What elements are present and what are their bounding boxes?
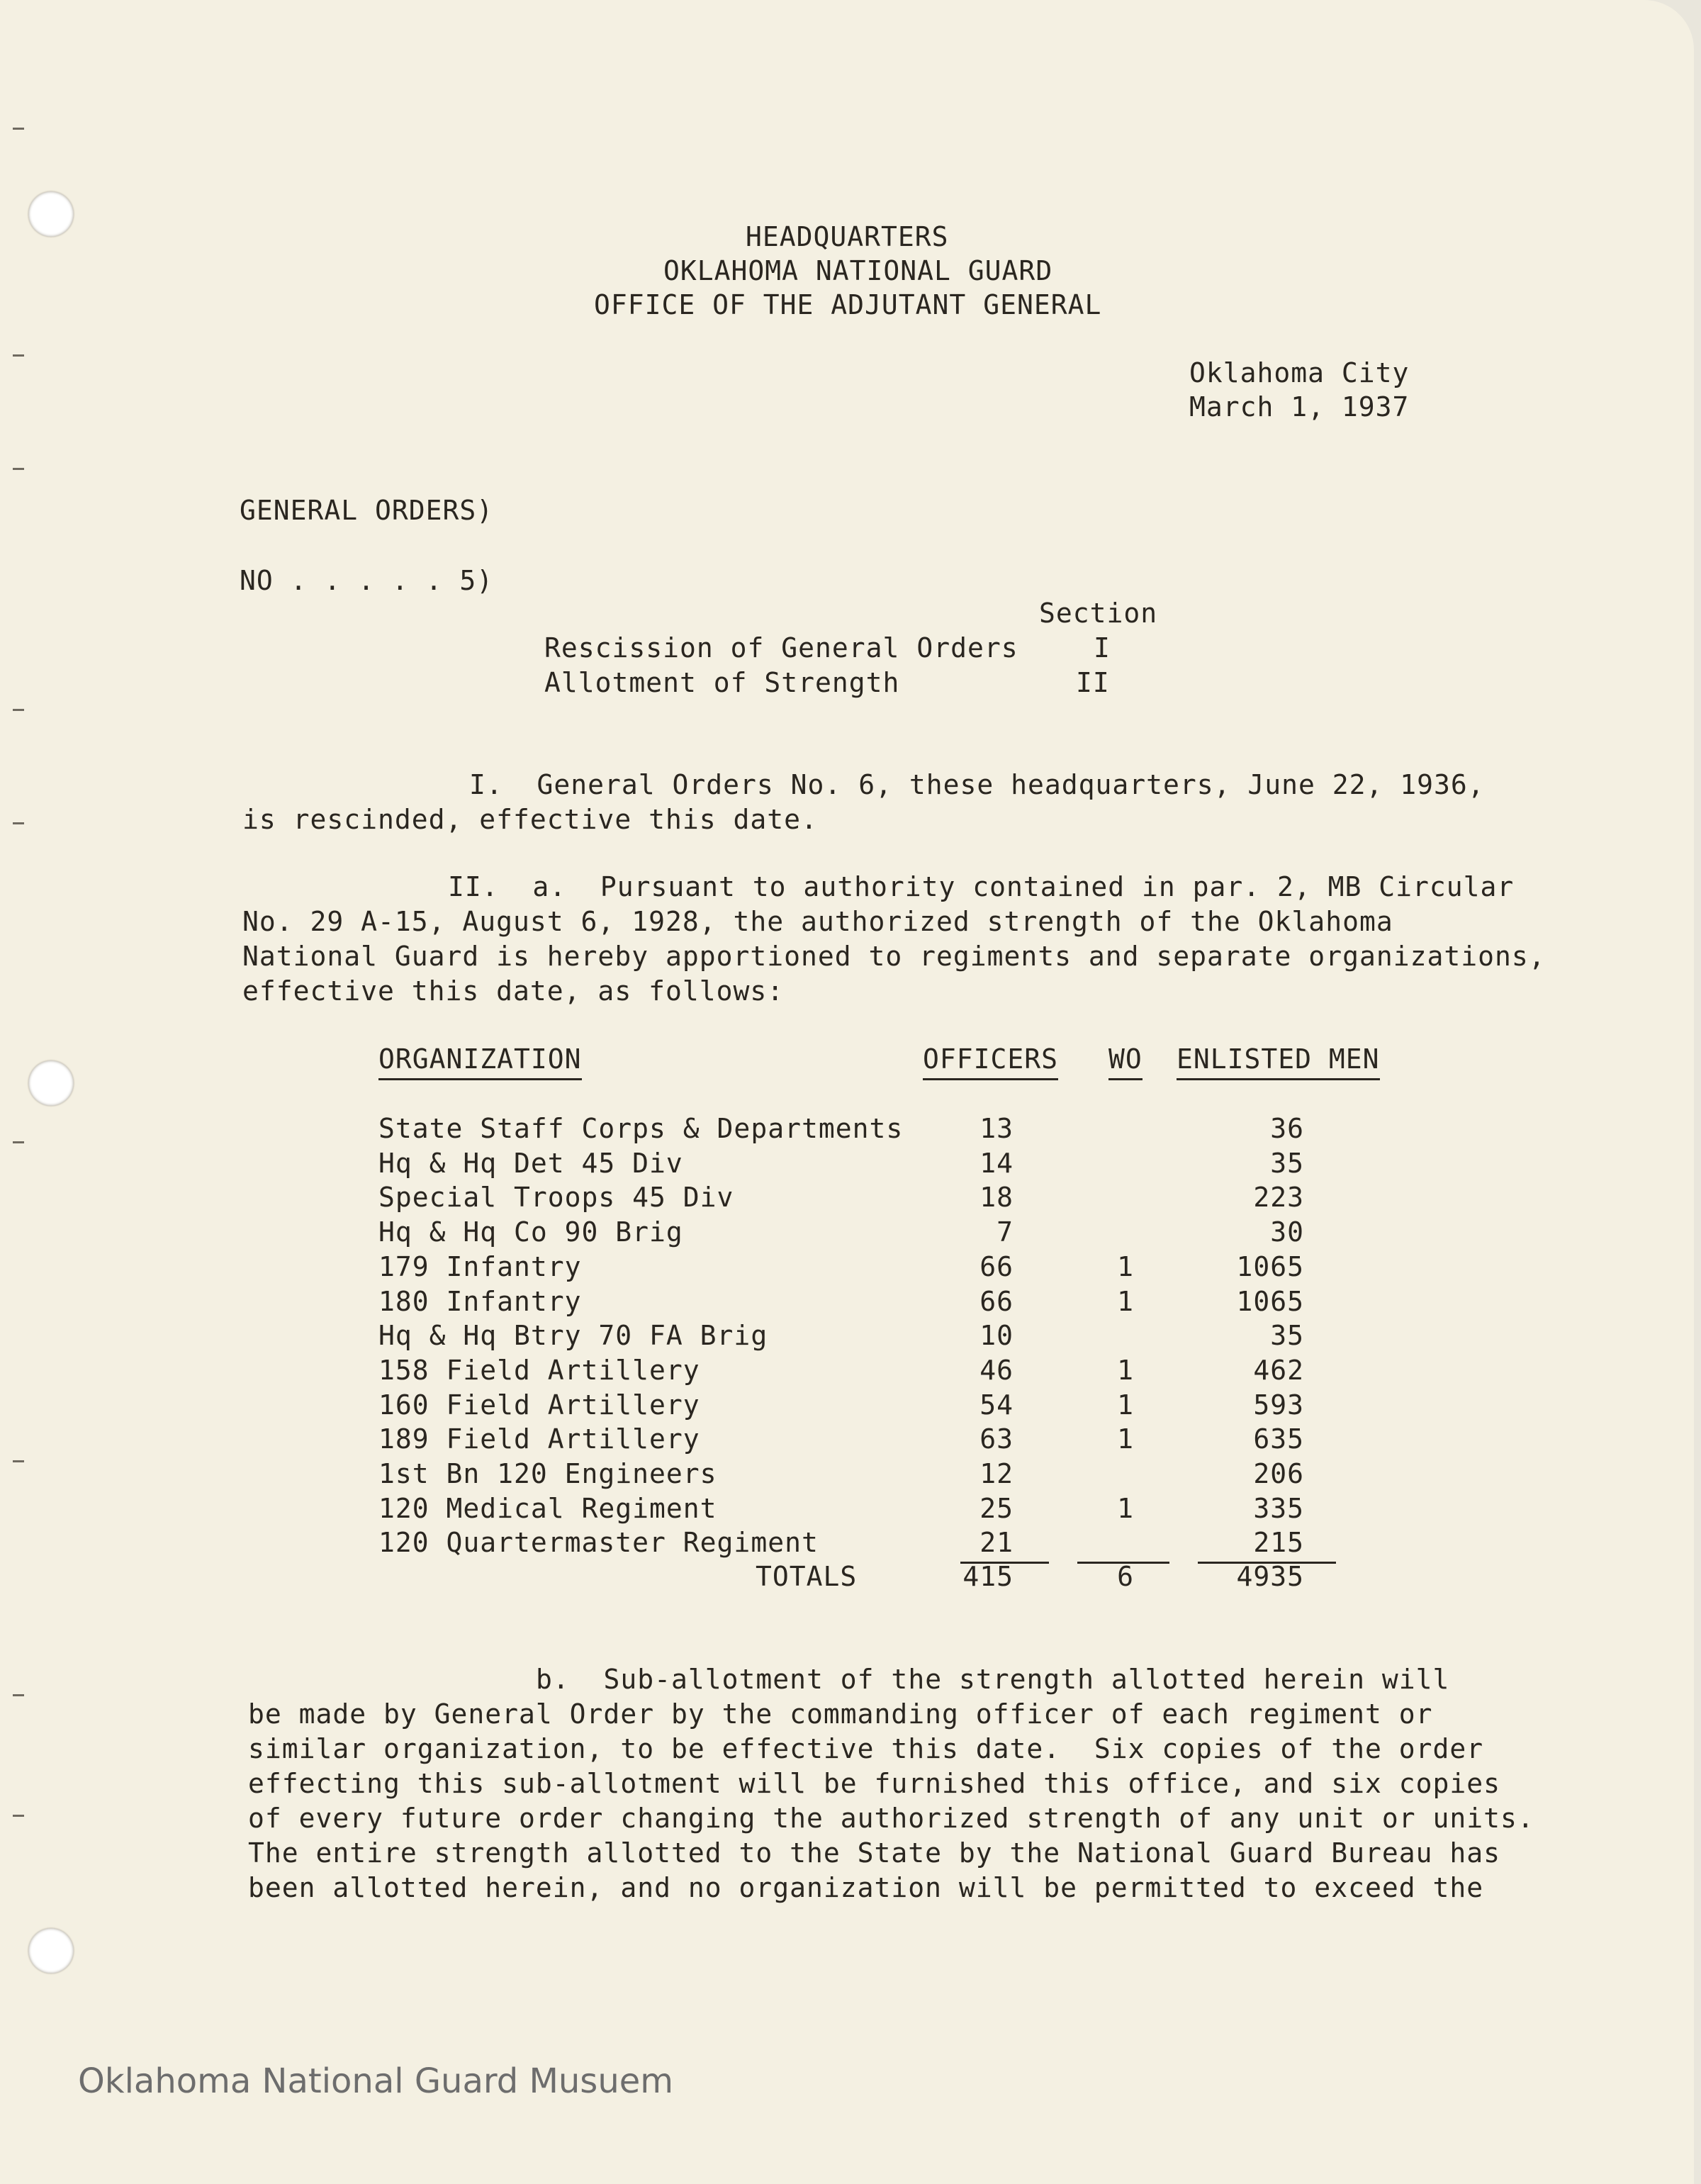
paragraph-2b-line: be made by General Order by the commanding officer of each regiment or	[248, 1698, 1433, 1730]
table-row-officers: 66	[979, 1250, 1014, 1282]
binder-hole-bottom	[28, 1928, 74, 1973]
totals-enlisted: 4935	[1236, 1561, 1304, 1592]
table-row-organization: 120 Medical Regiment	[378, 1492, 717, 1524]
table-row-enlisted: 1065	[1236, 1285, 1304, 1317]
table-row-organization: 1st Bn 120 Engineers	[378, 1458, 717, 1489]
margin-tick	[13, 1460, 24, 1462]
table-row-officers: 12	[979, 1458, 1014, 1489]
header-line-3: OFFICE OF THE ADJUTANT GENERAL	[594, 289, 1102, 320]
paragraph-2b-line: b. Sub-allotment of the strength allotted herein will	[536, 1664, 1450, 1695]
contents-item-title: Rescission of General Orders	[544, 632, 1018, 663]
table-row-wo: 1	[1117, 1250, 1134, 1282]
table-row-enlisted: 635	[1253, 1423, 1304, 1455]
table-row-wo: 1	[1117, 1354, 1134, 1386]
totals-label: TOTALS	[756, 1561, 858, 1592]
table-row-officers: 10	[979, 1320, 1014, 1352]
table-row-officers: 25	[979, 1492, 1014, 1524]
table-row-enlisted: 335	[1253, 1492, 1304, 1524]
table-row-organization: 120 Quartermaster Regiment	[378, 1527, 819, 1559]
table-row-enlisted: 30	[1270, 1216, 1304, 1248]
table-row-organization: 180 Infantry	[378, 1285, 582, 1317]
margin-tick	[13, 354, 24, 357]
totals-officers: 415	[962, 1561, 1014, 1592]
table-row-enlisted: 215	[1253, 1527, 1304, 1559]
table-row-organization: 160 Field Artillery	[378, 1389, 700, 1421]
margin-tick	[13, 709, 24, 711]
paragraph-2b-line: of every future order changing the authorized strength of any unit or units.	[248, 1803, 1534, 1834]
totals-wo: 6	[1117, 1561, 1134, 1592]
date: March 1, 1937	[1189, 391, 1410, 422]
paragraph-2b-line: The entire strength allotted to the State by the National Guard Bureau has	[248, 1837, 1500, 1869]
margin-tick	[13, 468, 24, 470]
paragraph-2a-line: National Guard is hereby apportioned to regiments and separate organizations,	[242, 941, 1546, 972]
table-row-organization: Hq & Hq Det 45 Div	[378, 1147, 683, 1179]
binder-hole-middle	[28, 1060, 74, 1106]
table-row-organization: 189 Field Artillery	[378, 1423, 700, 1455]
table-row-organization: 158 Field Artillery	[378, 1354, 700, 1386]
table-row-officers: 13	[979, 1113, 1014, 1144]
table-row-enlisted: 1065	[1236, 1250, 1304, 1282]
table-row-officers: 18	[979, 1182, 1014, 1214]
contents-item-section: II	[1076, 667, 1110, 698]
table-row-organization: 179 Infantry	[378, 1250, 582, 1282]
paragraph-1-line: is rescinded, effective this date.	[242, 804, 818, 835]
table-row-officers: 7	[997, 1216, 1014, 1248]
museum-watermark: Oklahoma National Guard Musuem	[78, 2061, 674, 2101]
paragraph-2a-line: No. 29 A-15, August 6, 1928, the authorized strength of the Oklahoma	[242, 906, 1393, 937]
table-row-organization: Hq & Hq Btry 70 FA Brig	[378, 1320, 768, 1352]
table-row-officers: 46	[979, 1354, 1014, 1386]
paragraph-1-line: I. General Orders No. 6, these headquarters, June 22, 1936,	[469, 769, 1485, 800]
header-line-2: OKLAHOMA NATIONAL GUARD	[663, 255, 1053, 286]
table-row-enlisted: 36	[1270, 1113, 1304, 1144]
paragraph-2b-line: been allotted herein, and no organization will be permitted to exceed the	[248, 1872, 1484, 1903]
table-row-officers: 66	[979, 1285, 1014, 1317]
contents-item-title: Allotment of Strength	[544, 667, 900, 698]
order-title: GENERAL ORDERS)	[240, 495, 494, 526]
paragraph-2b-line: effecting this sub-allotment will be furnished this office, and six copies	[248, 1768, 1500, 1799]
table-row-organization: Hq & Hq Co 90 Brig	[378, 1216, 683, 1248]
table-row-wo: 1	[1117, 1285, 1134, 1317]
header-line-1: HEADQUARTERS	[746, 221, 949, 252]
table-row-officers: 63	[979, 1423, 1014, 1455]
table-row-organization: Special Troops 45 Div	[378, 1182, 734, 1214]
table-row-enlisted: 35	[1270, 1320, 1304, 1352]
table-row-enlisted: 35	[1270, 1147, 1304, 1179]
margin-tick	[13, 1141, 24, 1143]
margin-tick	[13, 128, 24, 130]
paragraph-2a-line: effective this date, as follows:	[242, 975, 785, 1007]
order-number: NO . . . . . 5)	[240, 565, 494, 596]
column-header-enlisted: ENLISTED MEN	[1177, 1042, 1380, 1080]
table-row-enlisted: 206	[1253, 1458, 1304, 1489]
table-row-organization: State Staff Corps & Departments	[378, 1113, 904, 1144]
table-row-wo: 1	[1117, 1389, 1134, 1421]
margin-tick	[13, 822, 24, 824]
table-row-enlisted: 593	[1253, 1389, 1304, 1421]
table-row-wo: 1	[1117, 1492, 1134, 1524]
table-row-wo: 1	[1117, 1423, 1134, 1455]
binder-hole-top	[28, 191, 74, 237]
column-header-officers: OFFICERS	[923, 1042, 1058, 1080]
margin-tick	[13, 1694, 24, 1696]
table-row-officers: 54	[979, 1389, 1014, 1421]
table-row-officers: 21	[979, 1527, 1014, 1559]
column-header-wo: WO	[1108, 1042, 1143, 1080]
table-row-enlisted: 223	[1253, 1182, 1304, 1214]
paragraph-2b-line: similar organization, to be effective this date. Six copies of the order	[248, 1733, 1484, 1764]
column-header-organization: ORGANIZATION	[378, 1042, 582, 1080]
paragraph-2a-line: II. a. Pursuant to authority contained in par. 2, MB Circular	[448, 871, 1515, 902]
contents-item-section: I	[1094, 632, 1111, 663]
table-row-officers: 14	[979, 1147, 1014, 1179]
section-label: Section	[1039, 598, 1158, 629]
margin-tick	[13, 1815, 24, 1817]
table-row-enlisted: 462	[1253, 1354, 1304, 1386]
place: Oklahoma City	[1189, 357, 1410, 388]
